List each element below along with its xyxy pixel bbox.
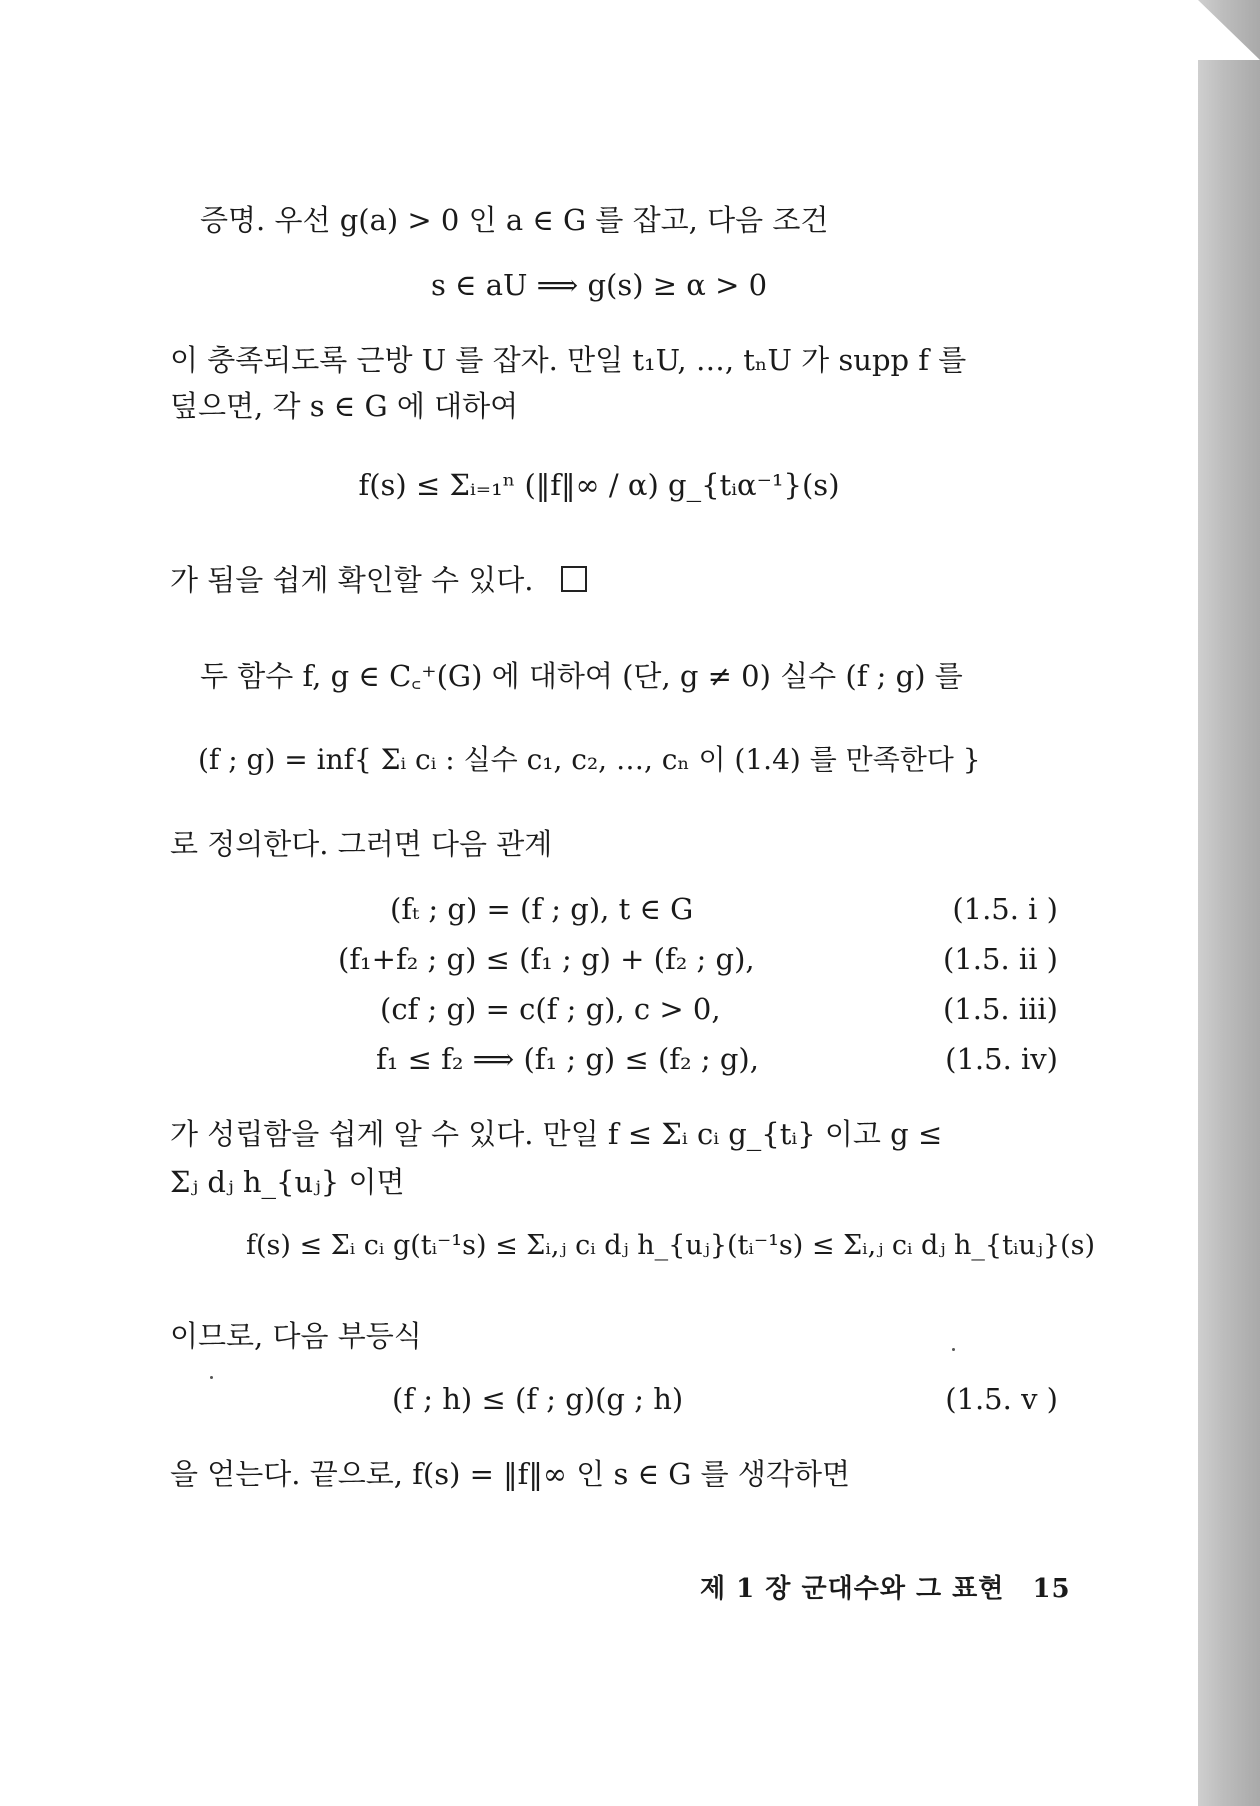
- text-line-6: [170, 558, 587, 599]
- text-line-9: 로 정의한다. 그러면 다음 관계: [170, 827, 553, 861]
- condition-equation: s ∈ aU ⟹ g(s) ≥ α > 0: [430, 268, 768, 302]
- page-number: 15: [1032, 1574, 1071, 1604]
- relation-expr: (f₁+f₂ ; g) ≤ (f₁ ; g) + (f₂ ; g),: [338, 942, 755, 976]
- text-line-10: 가 성립함을 쉽게 알 수 있다. 만일 f ≤ Σᵢ cᵢ g_{tᵢ} 이고 g ≤: [170, 1117, 943, 1151]
- relation-expr: f₁ ≤ f₂ ⟹ (f₁ ; g) ≤ (f₂ ; g),: [376, 1042, 759, 1076]
- text-line-11: Σⱼ dⱼ h_{uⱼ} 이면: [170, 1165, 405, 1199]
- relation-label: (1.5. iii): [942, 992, 1058, 1026]
- relation-label: (1.5. i ): [952, 892, 1058, 926]
- text-line-14: 을 얻는다. 끝으로, f(s) = ‖f‖∞ 인 s ∈ G 를 생각하면: [170, 1457, 850, 1491]
- inf-definition: (f ; g) = inf{ Σᵢ cᵢ : 실수 c₁, c₂, …, cₙ 이 (1.4) 를 만족한다 }: [198, 743, 981, 776]
- proof-line-1: 증명. 우선 g(a) > 0 인 a ∈ G 를 잡고, 다음 조건: [200, 203, 829, 237]
- chapter-title: 제 1 장 군대수와 그 표현: [700, 1574, 1005, 1604]
- sum-inequality: f(s) ≤ Σᵢ₌₁ⁿ (‖f‖∞ / α) g_{tᵢα⁻¹}(s): [358, 468, 840, 502]
- relation-label: (1.5. ii ): [943, 942, 1058, 976]
- text-line-4: 덮으면, 각 s ∈ G 에 대하여: [170, 389, 519, 423]
- definition-line: 두 함수 f, g ∈ C꜀⁺(G) 에 대하여 (단, g ≠ 0) 실수 (f ; g) 를: [200, 659, 963, 693]
- inequality-expr: (f ; h) ≤ (f ; g)(g ; h): [392, 1382, 684, 1416]
- chain-inequality: f(s) ≤ Σᵢ cᵢ g(tᵢ⁻¹s) ≤ Σᵢ,ⱼ cᵢ dⱼ h_{uⱼ}(tᵢ⁻¹s) ≤ Σᵢ,ⱼ cᵢ dⱼ h_{tᵢuⱼ}(s): [246, 1230, 1096, 1261]
- speck: [210, 1376, 213, 1379]
- qed-square-icon: [561, 566, 587, 592]
- page-footer: [700, 1568, 1071, 1605]
- relation-expr: (cf ; g) = c(f ; g), c > 0,: [380, 992, 721, 1026]
- relation-label: (1.5. iv): [945, 1042, 1058, 1076]
- speck: [952, 1348, 955, 1351]
- text-line-3: 이 충족되도록 근방 U 를 잡자. 만일 t₁U, …, tₙU 가 supp f 를: [170, 343, 967, 377]
- relation-expr: (fₜ ; g) = (f ; g), t ∈ G: [390, 892, 694, 926]
- qed-sentence: 가 됨을 쉽게 확인할 수 있다.: [170, 563, 534, 597]
- inequality-label: (1.5. v ): [945, 1382, 1058, 1416]
- text-line-13: 이므로, 다음 부등식: [170, 1319, 422, 1353]
- page-stack-edge: [1198, 0, 1260, 1806]
